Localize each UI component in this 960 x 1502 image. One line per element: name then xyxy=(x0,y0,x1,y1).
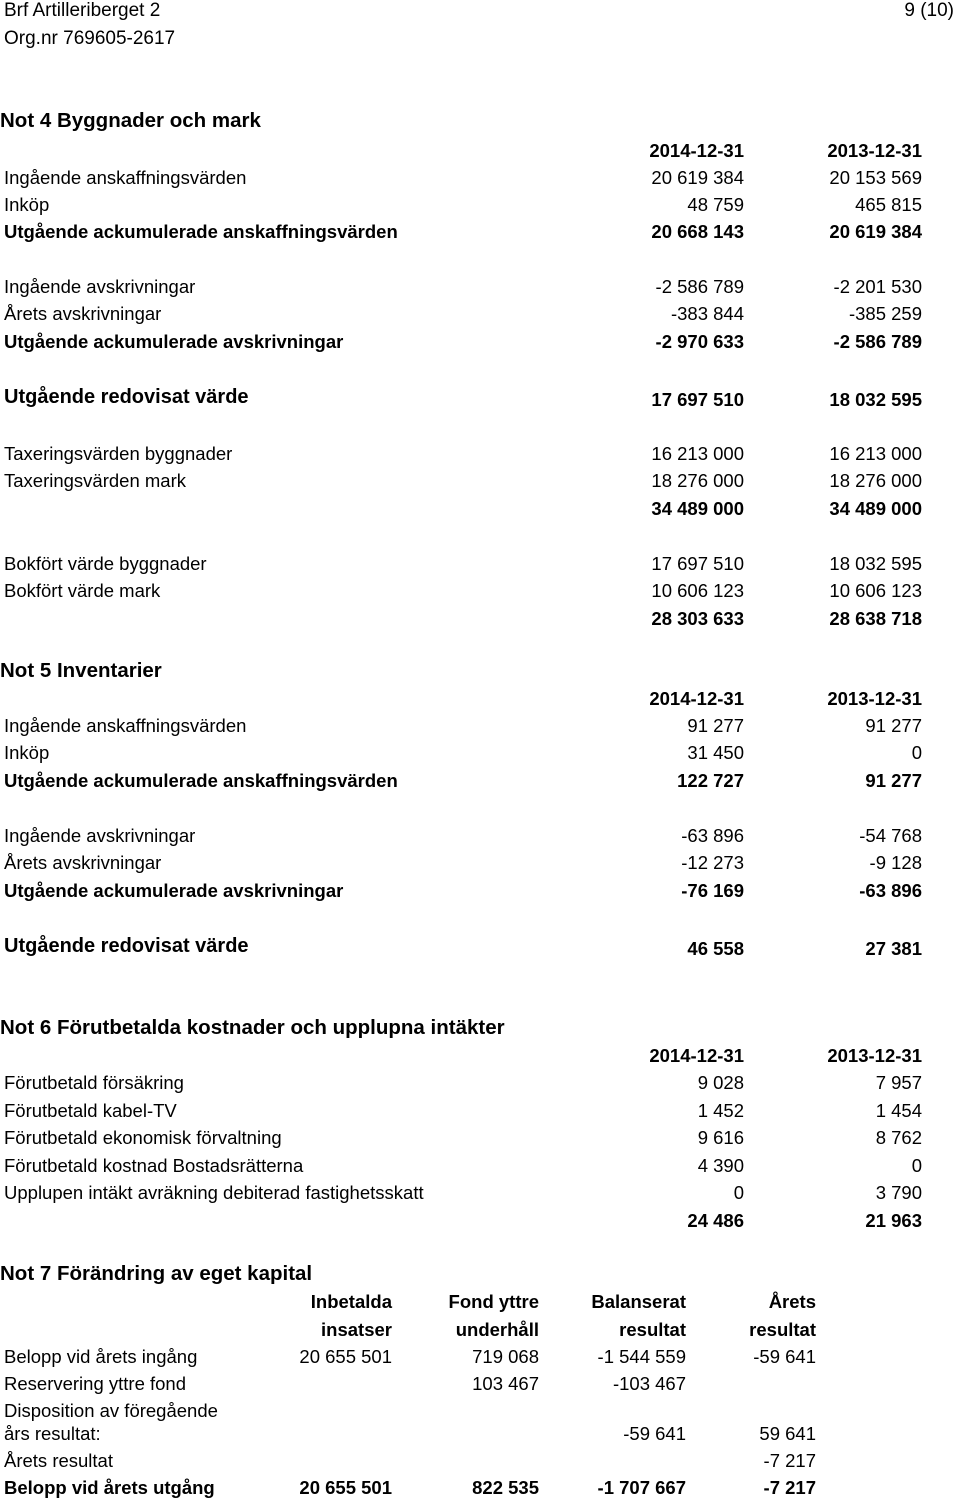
note4-column-headers xyxy=(0,140,960,167)
note4-row xyxy=(0,194,960,221)
value-arets: 59 641 xyxy=(759,1423,816,1444)
header-underhall: underhåll xyxy=(455,1319,539,1340)
value-2013: 91 277 xyxy=(865,715,922,736)
value-fond: 103 467 xyxy=(472,1373,539,1394)
row-label: Bokfört värde byggnader xyxy=(4,553,207,574)
note6-row xyxy=(0,1072,960,1099)
value-2013: -2 586 789 xyxy=(833,331,922,352)
row-label: Utgående ackumulerade anskaffningsvärden xyxy=(4,221,398,242)
value-2013: 20 619 384 xyxy=(829,221,922,242)
note5-col2: 2013-12-31 xyxy=(827,688,922,709)
note4-row xyxy=(0,470,960,497)
header-balanserat-resultat: resultat xyxy=(619,1319,686,1340)
value-2014: -2 970 633 xyxy=(655,331,744,352)
value-2014: 31 450 xyxy=(687,742,744,763)
value-fond: 822 535 xyxy=(472,1477,539,1498)
value-2014: -2 586 789 xyxy=(655,276,744,297)
note5-row xyxy=(0,825,960,852)
value-2013: 8 762 xyxy=(875,1127,922,1148)
value-2014: 17 697 510 xyxy=(651,389,744,410)
value-arets: -59 641 xyxy=(753,1346,816,1367)
row-label: Ingående avskrivningar xyxy=(4,825,196,846)
value-2013: -2 201 530 xyxy=(833,276,922,297)
row-label-line2: års resultat: xyxy=(4,1423,101,1444)
value-2013: 7 957 xyxy=(875,1072,922,1093)
value-2014: -383 844 xyxy=(670,303,744,324)
row-label: Utgående ackumulerade avskrivningar xyxy=(4,331,344,352)
note4-subtotal xyxy=(0,608,960,635)
row-label: Förutbetald kostnad Bostadsrätterna xyxy=(4,1155,304,1176)
value-2014: 20 619 384 xyxy=(651,167,744,188)
note4-row xyxy=(0,386,960,413)
value-balanserat: -103 467 xyxy=(612,1373,686,1394)
row-label: Utgående redovisat värde xyxy=(4,935,249,957)
note5-row xyxy=(0,715,960,742)
value-2013: 18 032 595 xyxy=(829,389,922,410)
value-fond: 719 068 xyxy=(472,1346,539,1367)
value-2014: 34 489 000 xyxy=(651,498,744,519)
note4-subtotal xyxy=(0,498,960,525)
value-2014: 46 558 xyxy=(687,938,744,959)
value-2013: 91 277 xyxy=(865,770,922,791)
value-2013: -385 259 xyxy=(848,303,922,324)
row-label: Taxeringsvärden byggnader xyxy=(4,443,233,464)
value-2014: -76 169 xyxy=(681,880,744,901)
org-name: Brf Artilleriberget 2 xyxy=(4,0,161,21)
note6-row xyxy=(0,1182,960,1209)
note7-title: Not 7 Förändring av eget kapital xyxy=(0,1262,313,1285)
note7-total-row xyxy=(0,1477,960,1502)
value-2013: 1 454 xyxy=(875,1100,922,1121)
value-2014: 0 xyxy=(733,1182,744,1203)
page-number: 9 (10) xyxy=(904,0,954,21)
value-2013: 3 790 xyxy=(875,1182,922,1203)
row-label: Ingående anskaffningsvärden xyxy=(4,167,247,188)
value-2014: 9 616 xyxy=(697,1127,744,1148)
value-2013: -63 896 xyxy=(859,880,922,901)
header-inbetalda: Inbetalda xyxy=(310,1291,392,1312)
header-arets: Årets xyxy=(768,1291,816,1312)
value-2014: -63 896 xyxy=(681,825,744,846)
note4-row xyxy=(0,221,960,248)
row-label: Reservering yttre fond xyxy=(4,1373,187,1394)
value-2013: -54 768 xyxy=(859,825,922,846)
row-label: Inköp xyxy=(4,194,50,215)
value-2013: 28 638 718 xyxy=(829,608,922,629)
value-insatser: 20 655 501 xyxy=(299,1346,392,1367)
value-insatser: 20 655 501 xyxy=(299,1477,392,1498)
value-2014: 122 727 xyxy=(677,770,744,791)
note4-col1: 2014-12-31 xyxy=(649,140,744,161)
value-2014: 1 452 xyxy=(697,1100,744,1121)
value-2013: 21 963 xyxy=(865,1210,922,1231)
note6-row xyxy=(0,1155,960,1182)
value-2013: -9 128 xyxy=(869,852,922,873)
value-2014: 4 390 xyxy=(697,1155,744,1176)
row-label: Taxeringsvärden mark xyxy=(4,470,186,491)
note4-row xyxy=(0,443,960,470)
note6-title: Not 6 Förutbetalda kostnader och upplupna intäkter xyxy=(0,1016,505,1039)
value-2013: 10 606 123 xyxy=(829,580,922,601)
row-label: Inköp xyxy=(4,742,50,763)
value-2014: 20 668 143 xyxy=(651,221,744,242)
value-2013: 465 815 xyxy=(855,194,922,215)
row-label: Förutbetald kabel-TV xyxy=(4,1100,177,1121)
row-label: Utgående redovisat värde xyxy=(4,386,249,408)
org-number: Org.nr 769605-2617 xyxy=(4,28,176,49)
note6-row xyxy=(0,1100,960,1127)
value-2013: 34 489 000 xyxy=(829,498,922,519)
row-label: Bokfört värde mark xyxy=(4,580,161,601)
row-label: Årets resultat xyxy=(4,1450,113,1471)
row-label: Utgående ackumulerade avskrivningar xyxy=(4,880,344,901)
row-label: Ingående anskaffningsvärden xyxy=(4,715,247,736)
note4-row xyxy=(0,276,960,303)
note5-row xyxy=(0,770,960,797)
header-fond-yttre: Fond yttre xyxy=(448,1291,539,1312)
value-2013: 16 213 000 xyxy=(829,443,922,464)
header-insatser: insatser xyxy=(321,1319,392,1340)
row-label: Upplupen intäkt avräkning debiterad fastighetsskatt xyxy=(4,1182,424,1203)
note6-col1: 2014-12-31 xyxy=(649,1045,744,1066)
row-label: Förutbetald försäkring xyxy=(4,1072,184,1093)
row-label: Årets avskrivningar xyxy=(4,303,162,324)
value-2014: 48 759 xyxy=(687,194,744,215)
note4-row xyxy=(0,167,960,194)
value-2014: 18 276 000 xyxy=(651,470,744,491)
value-balanserat: -59 641 xyxy=(623,1423,686,1444)
note4-row xyxy=(0,553,960,580)
row-label: Årets avskrivningar xyxy=(4,852,162,873)
note6-col2: 2013-12-31 xyxy=(827,1045,922,1066)
value-2013: 0 xyxy=(911,742,922,763)
value-2014: 24 486 xyxy=(687,1210,744,1231)
note5-column-headers xyxy=(0,688,960,715)
value-balanserat: -1 707 667 xyxy=(597,1477,686,1498)
value-2014: -12 273 xyxy=(681,852,744,873)
note7-column-headers xyxy=(0,1291,960,1347)
row-label: Belopp vid årets ingång xyxy=(4,1346,198,1367)
note7-row xyxy=(0,1373,960,1400)
value-2013: 0 xyxy=(911,1155,922,1176)
note7-row xyxy=(0,1450,960,1477)
value-2014: 10 606 123 xyxy=(651,580,744,601)
value-2013: 27 381 xyxy=(865,938,922,959)
note6-row xyxy=(0,1127,960,1154)
note7-row xyxy=(0,1346,960,1373)
note6-column-headers xyxy=(0,1045,960,1072)
note5-title: Not 5 Inventarier xyxy=(0,659,162,682)
note6-total xyxy=(0,1210,960,1237)
header-arets-resultat: resultat xyxy=(749,1319,816,1340)
note5-row xyxy=(0,880,960,907)
value-2013: 20 153 569 xyxy=(829,167,922,188)
note4-row xyxy=(0,331,960,358)
value-2014: 16 213 000 xyxy=(651,443,744,464)
value-2014: 28 303 633 xyxy=(651,608,744,629)
value-2013: 18 032 595 xyxy=(829,553,922,574)
note4-col2: 2013-12-31 xyxy=(827,140,922,161)
note7-row xyxy=(0,1400,960,1450)
row-label: Utgående ackumulerade anskaffningsvärden xyxy=(4,770,398,791)
value-arets: -7 217 xyxy=(763,1450,816,1471)
row-label: Belopp vid årets utgång xyxy=(4,1477,215,1498)
header-balanserat: Balanserat xyxy=(591,1291,686,1312)
note5-row xyxy=(0,852,960,879)
note5-row xyxy=(0,742,960,769)
note5-col1: 2014-12-31 xyxy=(649,688,744,709)
row-label: Förutbetald ekonomisk förvaltning xyxy=(4,1127,282,1148)
note4-row xyxy=(0,580,960,607)
value-arets: -7 217 xyxy=(763,1477,816,1498)
value-2014: 91 277 xyxy=(687,715,744,736)
value-2013: 18 276 000 xyxy=(829,470,922,491)
note5-row xyxy=(0,935,960,962)
value-balanserat: -1 544 559 xyxy=(597,1346,686,1367)
note4-title: Not 4 Byggnader och mark xyxy=(0,109,261,132)
row-label: Ingående avskrivningar xyxy=(4,276,196,297)
value-2014: 9 028 xyxy=(697,1072,744,1093)
note4-row xyxy=(0,303,960,330)
value-2014: 17 697 510 xyxy=(651,553,744,574)
row-label: Disposition av föregående xyxy=(4,1400,218,1421)
